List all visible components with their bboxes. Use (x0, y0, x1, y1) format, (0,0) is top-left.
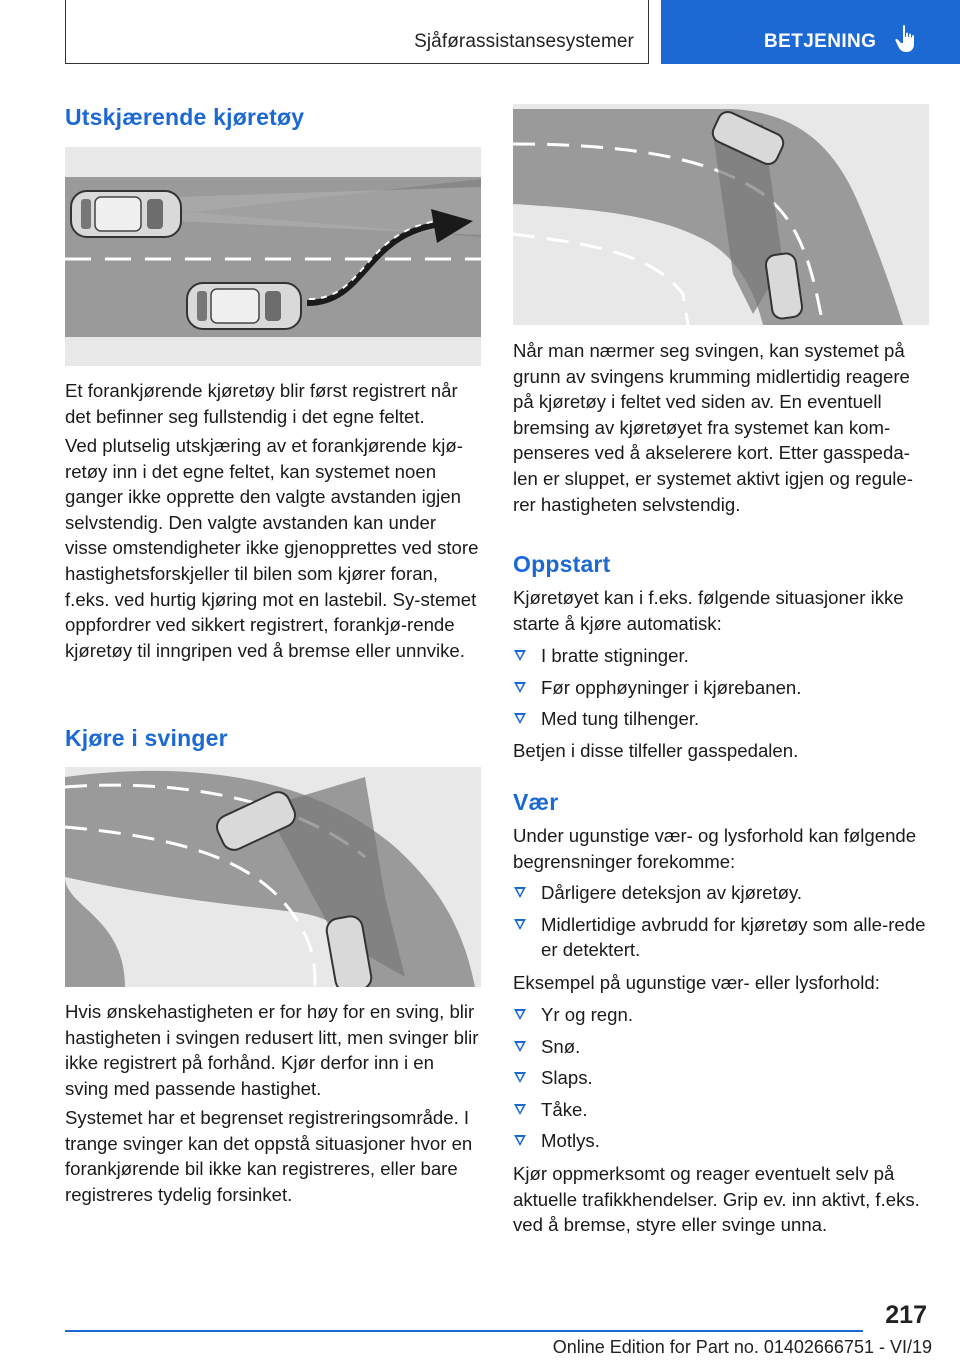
list-item: Yr og regn. (513, 1002, 929, 1028)
curve-illustration (65, 767, 481, 987)
footer-divider (65, 1330, 863, 1332)
triangle-bullet-icon (514, 919, 526, 930)
header-chapter-title: BETJENING (764, 31, 877, 52)
adjacent-lane-illustration (513, 104, 929, 325)
triangle-bullet-icon (514, 1072, 526, 1083)
triangle-bullet-icon (514, 650, 526, 661)
triangle-bullet-icon (514, 1104, 526, 1115)
list-item: Før opphøyninger i kjørebanen. (513, 675, 929, 701)
paragraph-vaer-outro: Kjør oppmerksomt og reager eventuelt selv på aktuelle trafikkhendelser. Grip ev. inn aktivt, f.eks. ved å bremse, styre eller svinge unna. (513, 1163, 920, 1236)
triangle-bullet-icon (514, 682, 526, 693)
page-number: 217 (885, 1301, 927, 1329)
triangle-bullet-icon (514, 713, 526, 724)
figure-curve-driving (65, 767, 481, 987)
paragraph-cutin-1: Et forankjørende kjøretøy blir først registrert når det befinner seg fullstendig i det egne feltet. (65, 380, 458, 427)
triangle-bullet-icon (514, 1041, 526, 1052)
list-item: Snø. (513, 1034, 929, 1060)
cut-in-illustration (65, 147, 481, 366)
paragraph-curve-2: Systemet har et begrenset registreringsområde. I trange svinger kan det oppstå situasjoner hvor en forankjørende bil ikke kan registreres, eller bare registreres tydelig forsinket. (65, 1107, 473, 1205)
paragraph-vaer-intro: Under ugunstige vær- og lysforhold kan følgende begrensninger forekomme: (513, 825, 917, 872)
paragraph-cutin-2: Ved plutselig utskjæring av et forankjørende kjø‐retøy inn i det egne feltet, kan systemet noen ganger ikke opprette den valgte avstanden igjen selvstendig. Den valgte avstanden kan under visse omstendigheter ikke gjenopprettes ved store hastighetsforskjeller til bilen som kjører foran, f.eks. ved hurtig kjøring mot en lastebil. Sy‐stemet oppfordrer ved sikkert registrert, forankjø‐rende kjøretøy til inngripen ved å bremse eller unnvike. (65, 435, 479, 661)
triangle-bullet-icon (514, 887, 526, 898)
list-item: Dårligere deteksjon av kjøretøy. (513, 880, 929, 906)
own-car-icon (187, 283, 301, 329)
list-item: Midlertidige avbrudd for kjøretøy som alle‐rede er detektert. (513, 912, 929, 963)
heading-oppstart: Oppstart (513, 551, 611, 577)
list-item: Motlys. (513, 1128, 929, 1154)
paragraph-oppstart-intro: Kjøretøyet kan i f.eks. følgende situasjoner ikke starte å kjøre automatisk: (513, 587, 904, 634)
footer-edition: Online Edition for Part no. 01402666751 - VI/19 (552, 1337, 932, 1357)
triangle-bullet-icon (514, 1009, 526, 1020)
paragraph-vaer-examples-intro: Eksempel på ugunstige vær- eller lysforhold: (513, 972, 880, 993)
figure-curve-adjacent-lane (513, 104, 929, 325)
vaer-list (513, 880, 929, 969)
vaer-examples-list (513, 1002, 929, 1160)
paragraph-adjacent-lane: Når man nærmer seg svingen, kan systemet på grunn av svingens krumming midlertidig reagere på kjøretøy i feltet ved siden av. En eventuell bremsing av kjøretøyet fra systemet kan kom‐penseres ved å akselerere kort. Etter gasspeda‐len er sluppet, er systemet aktivt igjen og regule‐rer hastigheten selvstendig. (513, 340, 913, 515)
list-item: Med tung tilhenger. (513, 706, 929, 732)
heading-vaer: Vær (513, 789, 559, 815)
hand-pointer-icon (894, 24, 920, 54)
front-car-icon (71, 191, 181, 237)
header-section-box (65, 0, 649, 64)
paragraph-oppstart-outro: Betjen i disse tilfeller gasspedalen. (513, 740, 799, 761)
list-item: I bratte stigninger. (513, 643, 929, 669)
paragraph-curve-1: Hvis ønskehastigheten er for høy for en sving, blir hastigheten i svingen redusert litt, men svinger blir ikke registrert på forhånd. Kjør derfor inn i en sving med passende hastighet. (65, 1001, 479, 1099)
figure-cutting-in-vehicle (65, 147, 481, 366)
header-section-title: Sjåførassistansesystemer (414, 31, 634, 52)
heading-kjore-i-svinger: Kjøre i svinger (65, 725, 228, 751)
oppstart-list (513, 643, 929, 738)
list-item: Slaps. (513, 1065, 929, 1091)
list-item: Tåke. (513, 1097, 929, 1123)
heading-utskjaerende: Utskjærende kjøretøy (65, 104, 305, 130)
header-chapter-tab (661, 0, 960, 64)
triangle-bullet-icon (514, 1135, 526, 1146)
